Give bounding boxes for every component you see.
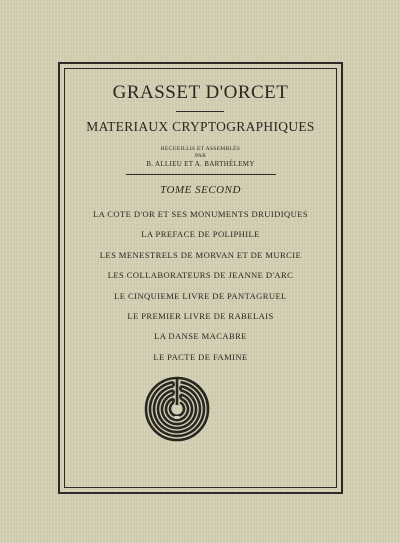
series-title: MATERIAUX CRYPTOGRAPHIQUES [86, 119, 315, 134]
contents-item: LA PREFACE DE POLIPHILE [141, 229, 260, 240]
divider-rule-long [126, 174, 276, 175]
contents-item: LA COTE D'OR ET SES MONUMENTS DRUIDIQUES [92, 209, 309, 219]
credit-line: RECUEILLIS ET ASSEMBLÉS [160, 146, 241, 152]
contents-item: LE PREMIER LIVRE DE RABELAIS [127, 310, 274, 321]
contents-item: LA DANSE MACABRE [154, 331, 247, 342]
contents-item: LES MENESTRELS DE MORVAN ET DE MURCIE [99, 249, 302, 260]
contents-list [58, 208, 343, 371]
contents-item: LES COLLABORATEURS DE JEANNE D'ARC [107, 270, 294, 281]
cover-content [58, 62, 343, 494]
contents-item: LE CINQUIEME LIVRE DE PANTAGRUEL [114, 290, 287, 301]
contents-item: LE PACTE DE FAMINE [153, 351, 248, 362]
divider-rule [176, 111, 224, 112]
author-name: GRASSET D'ORCET [112, 82, 289, 103]
volume-label: TOME SECOND [160, 184, 241, 196]
credit-par: PAR [194, 153, 207, 159]
labyrinth-icon [144, 376, 210, 442]
editors-line: B. ALLIEU ET A. BARTHÉLEMY [146, 160, 255, 168]
